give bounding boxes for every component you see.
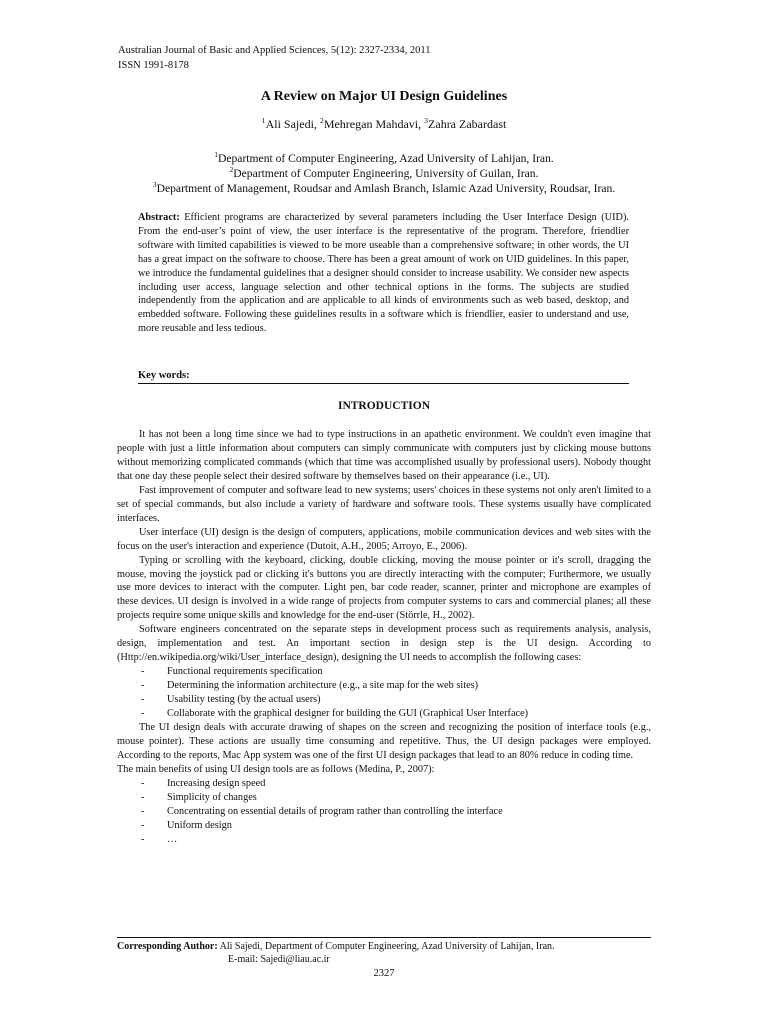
journal-citation: Australian Journal of Basic and Applied Sciences, 5(12): 2327-2334, 2011 — [118, 45, 431, 56]
affiliation-1-sup: 1 — [214, 150, 218, 160]
paragraph-2: Fast improvement of computer and software lead to new systems; users' choices in these systems not only aren't limited to a set of special commands, but also include a variety of hardware and software tools. These systems usually have complicated interfaces. — [117, 484, 651, 524]
body-text — [117, 428, 651, 847]
author-1-name: Ali Sajedi, — [265, 117, 320, 131]
list-item: - Usability testing (by the actual users) — [141, 694, 321, 706]
issn: ISSN 1991-8178 — [118, 60, 189, 71]
affiliation-2-text: Department of Computer Engineering, University of Guilan, Iran. — [233, 167, 539, 180]
list-item: - Determining the information architecture (e.g., a site map for the web sites) — [141, 680, 479, 692]
list-item: - … — [141, 833, 178, 845]
author-2-name: Mehregan Mahdavi, — [323, 117, 425, 131]
list-item: - Collaborate with the graphical designer for building the GUI (Graphical User Interface) — [141, 708, 529, 720]
page-number: 2327 — [373, 968, 395, 979]
keywords: Key words: — [138, 370, 629, 384]
paper-title: A Review on Major UI Design Guidelines — [260, 89, 508, 104]
corresponding-author-text: Ali Sajedi, Department of Computer Engineering, Azad University of Lahijan, Iran. — [217, 941, 555, 952]
abstract-text: Efficient programs are characterized by several parameters including the User Interface Design (UID). From the end-user’s point of view, the user interface is the representative of the program. Therefore, friendlier software with limited capabilities is viewed to be more useable than a comprehensive software; in other words, the UI has a great impact on the software to choose. There has been a great amount of work on UID guidelines. In this paper, we introduce the fundamental guidelines that a designer should consider to increase usability. We consider new aspects including user access, language selection and other technical options in the forms. The subjects are studied independently from the application and are applicable to all kinds of environments such as web based, desktop, and embedded software. Following these guidelines results in a software which is friendlier, easier to understand and use, more reusable and less tedious. — [138, 212, 629, 335]
section-heading-introduction: INTRODUCTION — [337, 400, 430, 412]
abstract — [138, 211, 629, 336]
corresponding-author — [117, 940, 555, 966]
affiliation-3 — [0, 181, 768, 196]
author-email: E-mail: Sajedi@liau.ac.ir — [228, 954, 330, 965]
paragraph-4: Typing or scrolling with the keyboard, clicking, double clicking, moving the mouse pointer or it's scroll, dragging the mouse, moving the joystick pad or clicking it's buttons you are directly interacting with the computer; Furthermore, we usually use more devices to interact with the computer. Light pen, bar code reader, scanner, printer and microphone are examples of these devices. UI design is involved in a wide range of projects from computer systems to cars and commercial planes; all these projects require some unique skills and knowledge for the end-user (Störrle, H., 2002). — [117, 554, 651, 622]
list-item: - Increasing design speed — [141, 777, 266, 789]
affiliation-2 — [0, 166, 768, 181]
affiliation-3-sup: 3 — [152, 180, 157, 190]
author-3-sup: 3 — [424, 116, 429, 125]
affiliation-1 — [0, 151, 768, 166]
footer-divider — [117, 937, 651, 938]
paragraph-3: User interface (UI) design is the design of computers, applications, mobile communication devices and web sites with the focus on the user's interaction and experience (Dutoit, A.H., 2005; Arroyo, E., 2006). — [117, 526, 651, 552]
paragraph-6: The UI design deals with accurate drawing of shapes on the screen and recognizing the position of interface tools (e.g., mouse pointer). These actions are usually time consuming and repetitive. Thus, the UI design packages were employed. According to the reports, Mac App system was one of the first UI design packages that lead to an 80% reduce in coding time. — [117, 722, 651, 761]
journal-header — [118, 43, 431, 73]
abstract-label: Abstract: — [138, 212, 180, 223]
author-3-name: Zahra Zabardast — [428, 117, 507, 131]
list-item: - Functional requirements specification — [141, 666, 323, 678]
corresponding-author-label: Corresponding Author: — [117, 941, 218, 952]
affiliation-2-sup: 2 — [229, 165, 234, 175]
list-item: - Simplicity of changes — [141, 791, 257, 803]
author-2-sup: 2 — [319, 116, 324, 125]
list-item: - Uniform design — [141, 819, 232, 831]
paragraph-1: It has not been a long time since we had to type instructions in an apathetic environment. We couldn't even imagine that people with just a little information about computers can simply communicate with computers just by clicking mouse buttons without memorizing complicated commands (which that time was accomplished usually by professional users). Nobody thought that one day these people select their desired software by themselves based on their appearance (i.e., UI). — [117, 429, 651, 482]
paragraph-7: The main benefits of using UI design tools are as follows (Medina, P., 2007): — [117, 763, 435, 775]
paragraph-5: Software engineers concentrated on the separate steps in development process such as requirements analysis, analysis, design, implementation and test. An important section in design step is the UI design. According to (Http://en.wikipedia.org/wiki/User_interface_design), designing the UI needs to accomplish the following cases: — [117, 624, 651, 664]
author-1-sup: 1 — [261, 116, 266, 125]
affiliation-1-text: Department of Computer Engineering, Azad University of Lahijan, Iran. — [217, 152, 554, 165]
list-item: - Concentrating on essential details of program rather than controlling the interface — [141, 805, 503, 817]
author-list — [0, 117, 768, 132]
affiliation-3-text: Department of Management, Roudsar and Amlash Branch, Islamic Azad University, Roudsar, Iran. — [156, 182, 616, 195]
affiliations — [0, 151, 768, 196]
